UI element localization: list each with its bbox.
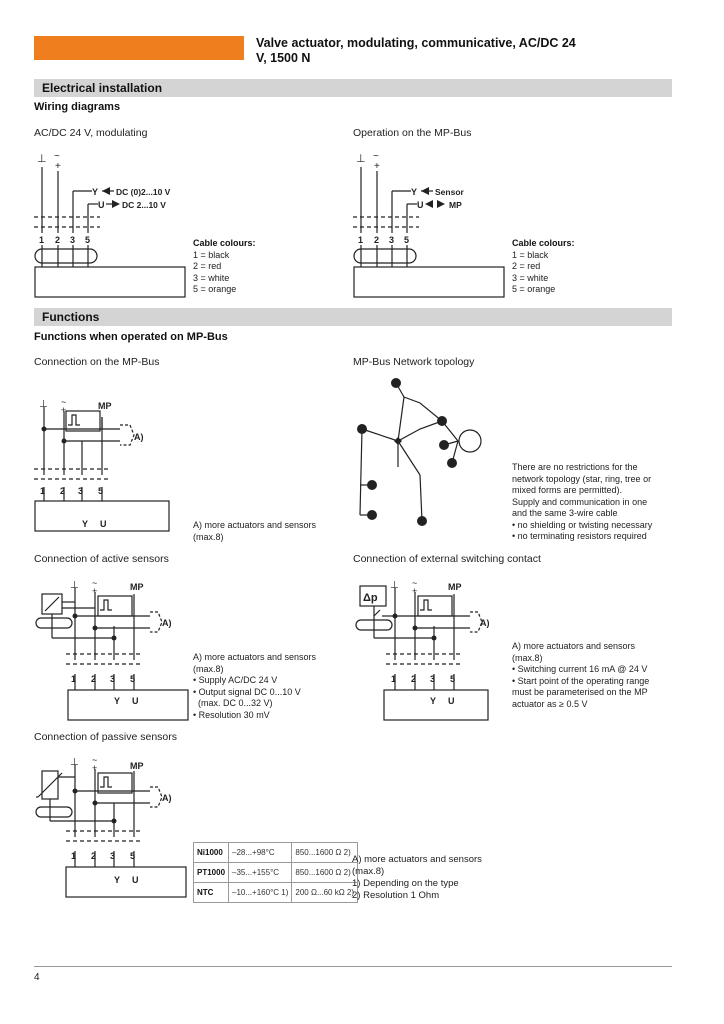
terminal-3: 3 [110, 851, 116, 861]
terminal-3: 3 [70, 235, 76, 245]
conn-mp-note [193, 520, 316, 543]
note-line: (max.8) [193, 531, 224, 542]
note-line: • Resolution 30 mV [193, 709, 270, 720]
cable-colours-legend-1 [193, 238, 256, 296]
table-cell: –35...+155°C [229, 863, 292, 883]
sensor-range-table [193, 842, 358, 903]
terminal-5: 5 [85, 235, 91, 245]
note-line: A) more actuators and sensors [193, 652, 317, 662]
mp-label: MP [98, 401, 112, 411]
mp-label: MP [448, 582, 462, 592]
a-label: A) [162, 618, 172, 628]
terminal-2: 2 [374, 235, 380, 245]
note-line: 2) Resolution 1 Ohm [352, 890, 440, 901]
switching-caption: Connection of external switching contact [353, 553, 541, 565]
terminal-1: 1 [40, 486, 46, 496]
signal-y-text: DC (0)2...10 V [116, 187, 171, 197]
y-label: Y [114, 696, 121, 706]
svg-text:⊥: ⊥ [70, 757, 79, 768]
terminal-5: 5 [130, 851, 136, 861]
footer-divider [34, 966, 672, 967]
active-sensors-diagram [30, 578, 195, 728]
active-note [193, 652, 316, 721]
cable-colours-legend-2 [512, 238, 575, 296]
svg-text:+: + [92, 586, 98, 596]
table-cell: Ni1000 [194, 843, 229, 863]
table-cell: 850...1600 Ω 2) [292, 863, 358, 883]
note-line: network topology (star, ring, tree or [512, 473, 652, 484]
svg-text:⊥: ⊥ [356, 153, 366, 165]
terminal-2: 2 [55, 235, 61, 245]
svg-text:~: ~ [92, 755, 98, 765]
terminal-3: 3 [430, 674, 436, 684]
note-line: (max.8) [512, 652, 543, 663]
mp-label: MP [130, 582, 144, 592]
terminal-3: 3 [78, 486, 84, 496]
note-line: • no terminating resistors required [512, 531, 647, 541]
signal-u-text: DC 2...10 V [122, 200, 166, 210]
network-topology-diagram [350, 375, 490, 535]
terminal-3: 3 [110, 674, 116, 684]
u-label: U [132, 696, 139, 706]
note-line: • Switching current 16 mA @ 24 V [512, 664, 648, 674]
note-line: mixed forms are permitted). [512, 485, 623, 495]
wiring-diagrams-heading: Wiring diagrams [34, 101, 121, 113]
note-line: must be parameterised on the MP [512, 687, 648, 697]
table-cell: 200 Ω...60 kΩ 2) [292, 883, 358, 903]
terminal-2: 2 [91, 851, 97, 861]
section-electrical-installation [34, 79, 672, 97]
svg-text:⊥: ⊥ [37, 153, 47, 165]
title-line-1: Valve actuator, modulating, communicative, AC/DC 24 [256, 36, 576, 50]
signal-u-label: U [417, 200, 424, 210]
table-cell: 850...1600 Ω 2) [292, 843, 358, 863]
svg-text:+: + [412, 586, 418, 596]
svg-text:~: ~ [412, 578, 418, 588]
u-label: U [132, 875, 139, 885]
note-line: (max. DC 0...32 V) [193, 698, 273, 708]
note-line: A) more actuators and sensors [512, 641, 636, 651]
cable-colour-line: 5 = orange [193, 284, 237, 294]
signal-y-text: Sensor [435, 187, 464, 197]
note-line: • no shielding or twisting necessary [512, 519, 653, 530]
terminal-2: 2 [60, 486, 66, 496]
note-line: (max.8) [193, 663, 224, 674]
header-accent-bar [34, 36, 244, 60]
signal-y-label: Y [411, 187, 418, 197]
terminal-5: 5 [98, 486, 104, 496]
terminal-5: 5 [130, 674, 136, 684]
delta-p-label: Δp [363, 592, 378, 604]
terminal-1: 1 [391, 674, 397, 684]
note-line: Supply and communication in one [512, 496, 648, 507]
y-label: Y [114, 875, 121, 885]
terminal-3: 3 [389, 235, 395, 245]
note-line: A) more actuators and sensors [193, 520, 317, 530]
svg-text:⊥: ⊥ [39, 399, 48, 410]
title-line-2: V, 1500 N [256, 51, 311, 65]
svg-text:+: + [55, 161, 61, 172]
svg-text:+: + [61, 405, 67, 415]
table-row [194, 883, 358, 903]
terminal-1: 1 [71, 851, 77, 861]
cable-colour-line: 2 = red [512, 261, 541, 271]
terminal-5: 5 [404, 235, 410, 245]
topology-caption: MP-Bus Network topology [353, 356, 475, 368]
cable-colour-line: 3 = white [193, 272, 230, 283]
signal-u-text: MP [449, 200, 462, 210]
switching-contact-diagram [350, 578, 515, 728]
note-line: There are no restrictions for the [512, 462, 638, 472]
u-label: U [100, 519, 107, 529]
diagram2-caption: Operation on the MP-Bus [353, 127, 472, 139]
svg-text:~: ~ [54, 151, 60, 162]
section-functions [34, 308, 672, 326]
a-label: A) [134, 432, 144, 442]
note-line: A) more actuators and sensors [352, 854, 482, 865]
section-title: Functions [42, 310, 100, 324]
note-line: 1) Depending on the type [352, 878, 459, 889]
passive-sensors-diagram [30, 755, 195, 905]
note-line: • Output signal DC 0...10 V [193, 686, 301, 697]
cable-colour-line: 2 = red [193, 261, 222, 271]
mp-label: MP [130, 761, 144, 771]
cable-colour-line: 5 = orange [512, 284, 556, 294]
svg-text:~: ~ [373, 151, 379, 162]
note-line: actuator as ≥ 0.5 V [512, 698, 588, 709]
cable-colour-line: 1 = black [193, 249, 230, 260]
u-label: U [448, 696, 455, 706]
terminal-1: 1 [71, 674, 77, 684]
y-label: Y [430, 696, 437, 706]
cable-colour-line: 1 = black [512, 249, 549, 260]
note-line: (max.8) [352, 866, 385, 877]
terminal-2: 2 [411, 674, 417, 684]
section-title: Electrical installation [42, 81, 163, 95]
y-label: Y [82, 519, 89, 529]
terminal-1: 1 [358, 235, 364, 245]
cable-colours-title: Cable colours: [512, 238, 575, 248]
signal-y-label: Y [92, 187, 99, 197]
svg-text:~: ~ [61, 397, 67, 407]
cable-colours-title: Cable colours: [193, 238, 256, 248]
note-line: and the same 3-wire cable [512, 508, 618, 518]
terminal-1: 1 [39, 235, 45, 245]
switching-note [512, 641, 649, 710]
table-cell: PT1000 [194, 863, 229, 883]
terminal-2: 2 [91, 674, 97, 684]
passive-caption: Connection of passive sensors [34, 731, 177, 743]
table-cell: –10...+160°C 1) [229, 883, 292, 903]
conn-mp-caption: Connection on the MP-Bus [34, 356, 160, 368]
cable-colour-line: 3 = white [512, 272, 549, 283]
table-row [194, 843, 358, 863]
active-caption: Connection of active sensors [34, 553, 169, 565]
terminal-5: 5 [450, 674, 456, 684]
signal-u-label: U [98, 200, 105, 210]
svg-text:+: + [92, 763, 98, 773]
mp-bus-connection-diagram [30, 395, 190, 545]
svg-text:⊥: ⊥ [390, 580, 399, 591]
a-label: A) [162, 793, 172, 803]
functions-mp-bus-heading: Functions when operated on MP-Bus [34, 331, 228, 343]
note-line: • Start point of the operating range [512, 675, 650, 686]
a-label: A) [480, 618, 490, 628]
table-cell: –28...+98°C [229, 843, 292, 863]
document-title [256, 36, 576, 66]
svg-text:~: ~ [92, 578, 98, 588]
svg-text:⊥: ⊥ [70, 580, 79, 591]
table-cell: NTC [194, 883, 229, 903]
passive-note [352, 854, 482, 902]
diagram1-caption: AC/DC 24 V, modulating [34, 127, 148, 139]
topology-note [512, 462, 652, 543]
svg-text:+: + [374, 161, 380, 172]
note-line: • Supply AC/DC 24 V [193, 675, 278, 685]
table-row [194, 863, 358, 883]
page-number: 4 [34, 972, 40, 983]
